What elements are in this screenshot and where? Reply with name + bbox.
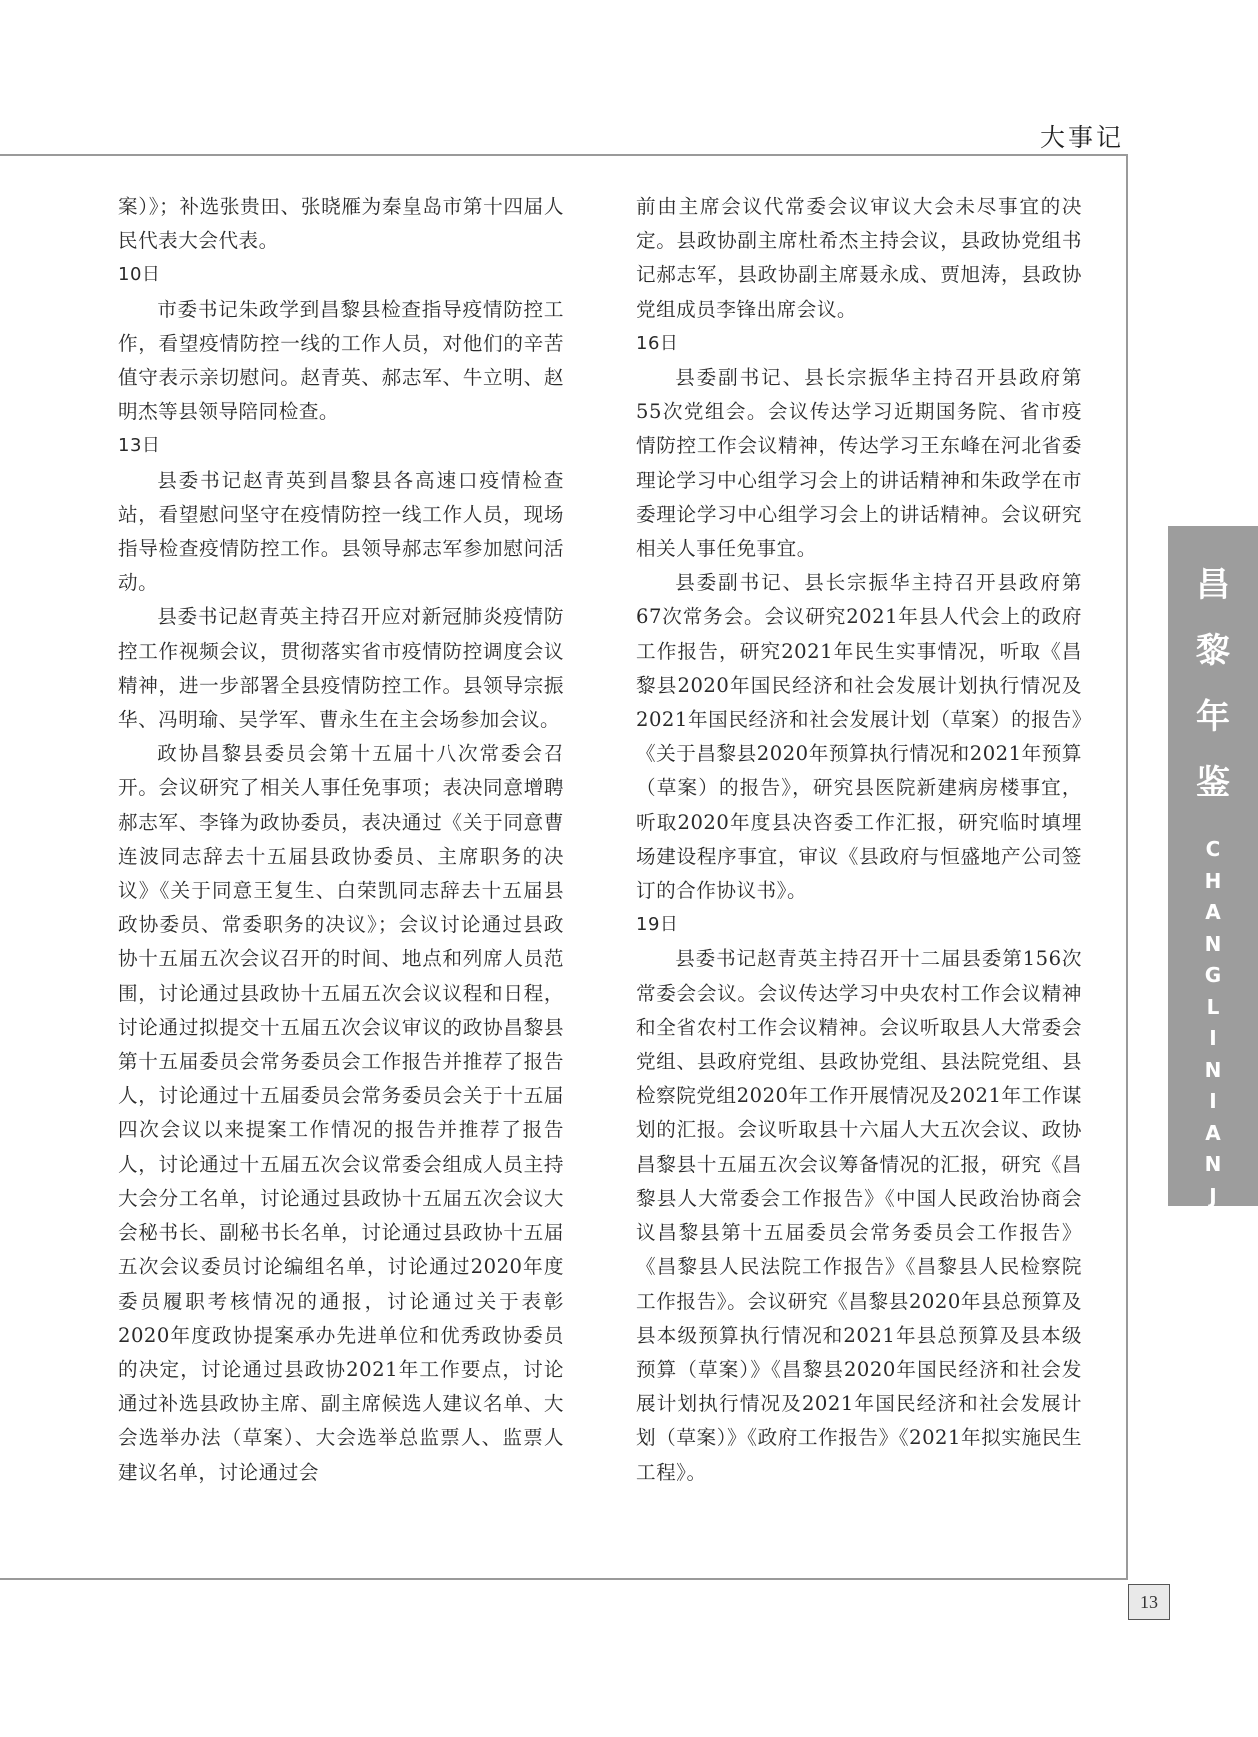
continued-paragraph: 前由主席会议代常委会议审议大会未尽事宜的决定。县政协副主席杜希杰主持会议，县政协党组书记郝志军，县政协副主席聂永成、贾旭涛，县政协党组成员李锋出席会议。 — [636, 195, 1082, 321]
side-tab-letter: N — [1204, 931, 1222, 956]
entry-paragraph: 县委书记赵青英主持召开十二届县委第156次常委会会议。会议传达学习中央农村工作会议精神和全省农村工作会议精神。会议听取县人大常委会党组、县政府党组、县政协党组、县法院党组、县检察院党组2020年工作开展情况及2021年工作谋划的汇报。会议听取县十六届人大五次会议、政协昌黎县十五届五次会议筹备情况的汇报，研究《昌黎县人大常委会工作报告》《中国人民政治协商会议昌黎县第十五届委员会常务委员会工作报告》《昌黎县人民法院工作报告》《昌黎县人民检察院工作报告》。会议研究《昌黎县2020年县总预算及县本级预算执行情况和2021年县总预算及县本级预算（草案）》《昌黎县2020年国民经济和社会发展计划执行情况及2021年国民经济和社会发展计划（草案）》《政府工作报告》《2021年拟实施民生工程》。 — [636, 947, 1082, 1484]
entry-paragraph: 县委副书记、县长宗振华主持召开县政府第67次常务会。会议研究2021年县人代会上的政府工作报告，研究2021年民生实事情况，听取《昌黎县2020年国民经济和社会发展计划执行情况及2021年国民经济和社会发展计划（草案）的报告》《关于昌黎县2020年预算执行情况和2021年预算（草案）的报告》，研究县医院新建病房楼事宜，听取2020年度县决咨委工作汇报，研究临时填埋场建设程序事宜，审议《县政府与恒盛地产公司签订的合作协议书》。 — [636, 571, 1082, 903]
side-tab-letter: G — [1204, 963, 1222, 987]
side-tab-letter: N — [1204, 1057, 1222, 1082]
side-tab-letter: H — [1204, 868, 1222, 893]
continued-paragraph: 案）》；补选张贵田、张晓雁为秦皇岛市第十四届人民代表大会代表。 — [118, 195, 564, 253]
page-number: 13 — [1128, 1584, 1170, 1620]
entry-paragraph: 政协昌黎县委员会第十五届十八次常委会召开。会议研究了相关人事任免事项；表决同意增聘郝志军、李锋为政协委员，表决通过《关于同意曹连波同志辞去十五届县政协委员、主席职务的决议》《关于同意王复生、白荣凯同志辞去十五届县政协委员、常委职务的决议》；会议讨论通过县政协十五届五次会议召开的时间、地点和列席人员范围，讨论通过县政协十五届五次会议议程和日程，讨论通过拟提交十五届五次会议审议的政协昌黎县第十五届委员会常务委员会工作报告并推荐了报告人，讨论通过十五届委员会常务委员会关于十五届四次会议以来提案工作情况的报告并推荐了报告人，讨论通过十五届五次会议常委会组成人员主持大会分工名单，讨论通过县政协十五届五次会议大会秘书长、副秘书长名单，讨论通过县政协十五届五次会议委员讨论编组名单，讨论通过2020年度委员履职考核情况的通报，讨论通过关于表彰2020年度政协提案承办先进单位和优秀政协委员的决定，讨论通过县政协2021年工作要点，讨论通过补选县政协主席、副主席候选人建议名单、大会选举办法（草案）、大会选举总监票人、监票人建议名单，讨论通过会 — [118, 742, 564, 1484]
entry-date: 16日 — [636, 332, 679, 354]
entry-paragraph: 县委书记赵青英到昌黎县各高速口疫情检查站，看望慰问坚守在疫情防控一线工作人员，现场指导检查疫情防控工作。县领导郝志军参加慰问活动。 — [118, 468, 564, 595]
side-tab-letter: J — [1209, 1183, 1217, 1208]
entry-paragraph: 县委书记赵青英主持召开应对新冠肺炎疫情防控工作视频会议，贯彻落实省市疫情防控调度会议精神，进一步部署全县疫情防控工作。县领导宗振华、冯明瑜、吴学军、曹永生在主会场参加会议。 — [118, 605, 564, 732]
side-tab-letter: A — [1205, 1246, 1221, 1271]
side-tab-letter: N — [1204, 1278, 1222, 1302]
side-tab-letter: N — [1204, 1152, 1222, 1176]
entry-date: 19日 — [636, 914, 679, 936]
side-tab-title — [1168, 526, 1258, 816]
side-tab — [1168, 526, 1258, 1302]
entry-date: 13日 — [118, 435, 161, 457]
frame-bottom-rule — [0, 1578, 1128, 1580]
side-tab-letter: A — [1205, 1120, 1221, 1145]
side-tab-char: 年 — [1196, 697, 1230, 737]
entry-date: 10日 — [118, 264, 161, 286]
entry-paragraph: 市委书记朱政学到昌黎县检查指导疫情防控工作，看望疫情防控一线的工作人员，对他们的辛苦值守表示亲切慰问。赵青英、郝志军、牛立明、赵明杰等县领导陪同检查。 — [118, 297, 564, 424]
right-column — [636, 190, 1082, 1490]
left-column — [118, 190, 564, 1490]
side-tab-letter: I — [1209, 1215, 1217, 1239]
entry-paragraph: 县委副书记、县长宗振华主持召开县政府第55次党组会。会议传达学习近期国务院、省市疫情防控工作会议精神，传达学习王东峰在河北省委理论学习中心组学习会上的讲话精神和朱政学在市委理论学习中心组学习会上的讲话精神。会议研究相关人事任免事宜。 — [636, 366, 1082, 561]
side-tab-letter: A — [1205, 900, 1221, 924]
side-tab-letter: L — [1206, 994, 1220, 1019]
side-tab-letter: I — [1209, 1026, 1217, 1050]
frame-top-rule — [0, 154, 1128, 156]
side-tab-pinyin — [1168, 834, 1258, 1307]
side-tab-letter: I — [1209, 1089, 1217, 1113]
side-tab-char: 昌 — [1196, 565, 1230, 605]
side-tab-char: 鉴 — [1196, 763, 1230, 803]
section-title: 大事记 — [1040, 123, 1125, 152]
side-tab-letter: C — [1205, 837, 1221, 861]
side-tab-char: 黎 — [1196, 631, 1230, 671]
frame-right-rule — [1126, 154, 1128, 1580]
